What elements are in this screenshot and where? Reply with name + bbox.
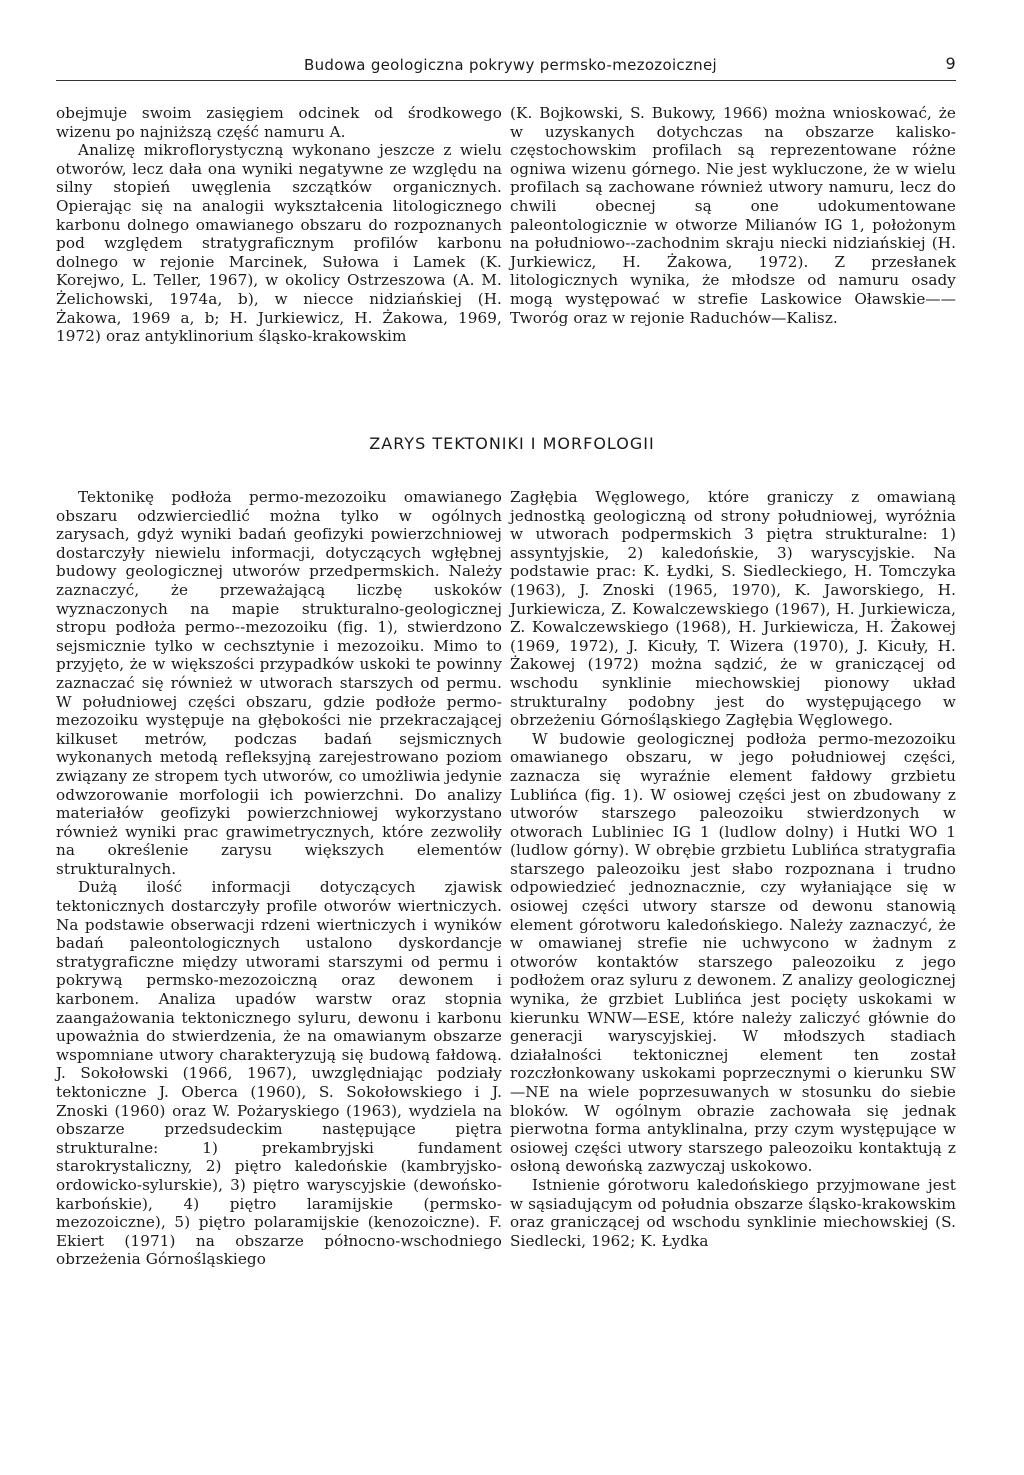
top-right-column [510,104,956,327]
page-number: 9 [945,54,956,73]
paragraph: (K. Bojkowski, S. Bukowy, 1966) można wnioskować, że w uzyskanych dotychczas na obszarze kalisko-częstochowskim profilach są reprezentowane różne ogniwa wizenu górnego. Nie jest wykluczone, że w wielu profilach są zachowane również utwory namuru, lecz do chwili obecnej są one udokumentowane paleontologicznie w otworze Milianów IG 1, położonym na południowo--zachodnim skraju niecki nidziańskiej (H. Jurkiewicz, H. Żakowa, 1972). Z przesłanek litologicznych wynika, że młodsze od namuru osady mogą występować w strefie Laskowice Oławskie——Tworóg oraz w rejonie Raduchów—Kalisz. [510,104,956,327]
running-header [56,54,956,81]
top-left-column [56,104,502,346]
paragraph: Analizę mikroflorystyczną wykonano jeszcze z wielu otworów, lecz dała ona wyniki negatywne ze względu na silny stopień uwęglenia szczątków organicznych. Opierając się na analogii wykształcenia litologicznego karbonu dolnego omawianego obszaru do rozpoznanych pod względem stratygraficznym profilów karbonu dolnego w rejonie Marcinek, Sułowa i Lamek (K. Korejwo, L. Teller, 1967), w okolicy Ostrzeszowa (A. M. Żelichowski, 1974a, b), w niecce nidziańskiej (H. Żakowa, 1969 a, b; H. Jurkiewicz, H. Żakowa, 1969, 1972) oraz antyklinorium śląsko-krakowskim [56,141,502,346]
paragraph: Istnienie górotworu kaledońskiego przyjmowane jest w sąsiadującym od południa obszarze śląsko-krakowskim oraz graniczącej od wschodu synklinie miechowskiej (S. Siedlecki, 1962; K. Łydka [510,1175,956,1250]
bottom-right-column [510,488,956,1250]
paragraph: Zagłębia Węglowego, które graniczy z omawianą jednostką geologiczną od strony południowej, wyróżnia w utworach podpermskich 3 piętra strukturalne: 1) assyntyjskie, 2) kaledońskie, 3) waryscyjskie. Na podstawie prac: K. Łydki, S. Siedleckiego, H. Tomczyka (1963), J. Znoski (1965, 1970), K. Jaworskiego, H. Jurkiewicza, Z. Kowalczewskiego (1967), H. Jurkiewicza, Z. Kowalczewskiego (1968), H. Jurkiewicza, H. Żakowej (1969, 1972), J. Kicuły, T. Wizera (1970), J. Kicuły, H. Żakowej (1972) można sądzić, że w graniczącej od wschodu synklinie miechowskiej pionowy układ strukturalny podobny jest do występującego w obrzeżeniu Górnośląskiego Zagłębia Węglowego. [510,488,956,730]
paragraph: W budowie geologicznej podłoża permo-mezozoiku omawianego obszaru, w jego południowej części, zaznacza się wyraźnie element fałdowy grzbietu Lublińca (fig. 1). W osiowej części jest on zbudowany z utworów starszego paleozoiku stwierdzonych w otworach Lubliniec IG 1 (ludlow dolny) i Hutki WO 1 (ludlow górny). W obrębie grzbietu Lublińca stratygrafia starszego paleozoiku jest słabo rozpoznana i trudno odpowiedzieć jednoznacznie, czy wyłaniające się w osiowej części utwory starsze od dewonu stanowią element górotworu kaledońskiego. Należy zaznaczyć, że w omawianej strefie nie uchwycono w żadnym z otworów kontaktów starszego paleozoiku z jego podłożem oraz syluru z dewonem. Z analizy geologicznej wynika, że grzbiet Lublińca jest pocięty uskokami w kierunku WNW—ESE, które należy zaliczyć głównie do generacji waryscyjskiej. W młodszych stadiach działalności tektonicznej element ten został rozczłonkowany uskokami poprzecznymi o kierunku SW—NE na wiele poprzesuwanych w stosunku do siebie bloków. W ogólnym obrazie zachowała się jednak pierwotna forma antyklinalna, przy czym występujące w osiowej części utwory starszego paleozoiku kontaktują z osłoną dewońską zazwyczaj uskokowo. [510,729,956,1176]
section-heading: ZARYS TEKTONIKI I MORFOLOGII [369,434,655,453]
bottom-left-column [56,488,502,1269]
paragraph: obejmuje swoim zasięgiem odcinek od środkowego wizenu po najniższą część namuru A. [56,104,502,141]
paragraph: Tektonikę podłoża permo-mezozoiku omawianego obszaru odzwierciedlić można tylko w ogólnych zarysach, gdyż wyniki badań geofizyki powierzchniowej dostarczyły niewielu informacji, dotyczących wgłębnej budowy geologicznej utworów przedpermskich. Należy zaznaczyć, że przeważającą liczbę uskoków wyznaczonych na mapie strukturalno-geologicznej stropu podłoża permo--mezozoiku (fig. 1), stwierdzono sejsmicznie tylko w cechsztynie i mezozoiku. Mimo to przyjęto, że w większości przypadków uskoki te powinny zaznaczać się również w utworach starszych od permu. W południowej części obszaru, gdzie podłoże permo-mezozoiku występuje na głębokości nie przekraczającej kilkuset metrów, podczas badań sejsmicznych wykonanych metodą refleksyjną zarejestrowano poziom związany ze stropem tych utworów, co umożliwia jedynie odwzorowanie morfologii ich powierzchni. Do analizy materiałów geofizyki powierzchniowej wykorzystano również wyniki prac grawimetrycznych, które zezwoliły na określenie zarysu większych elementów strukturalnych. [56,488,502,878]
paragraph: Dużą ilość informacji dotyczących zjawisk tektonicznych dostarczyły profile otworów wiertniczych. Na podstawie obserwacji rdzeni wiertniczych i wyników badań paleontologicznych ustalono dyskordancje stratygraficzne między utworami starszymi od permu i pokrywą permsko-mezozoiczną oraz dewonem i karbonem. Analiza upadów warstw oraz stopnia zaangażowania tektonicznego syluru, dewonu i karbonu upoważnia do stwierdzenia, że na omawianym obszarze wspomniane utwory charakteryzują się budową fałdową. J. Sokołowski (1966, 1967), uwzględniając podziały tektoniczne J. Oberca (1960), S. Sokołowskiego i J. Znoski (1960) oraz W. Pożaryskiego (1963), wydziela na obszarze przedsudeckim następujące piętra strukturalne: 1) prekambryjski fundament starokrystaliczny, 2) piętro kaledońskie (kambryjsko-ordowicko-sylurskie), 3) piętro waryscyjskie (dewońsko-karbońskie), 4) piętro laramijskie (permsko-mezozoiczne), 5) piętro polaramijskie (kenozoiczne). F. Ekiert (1971) na obszarze północno-wschodniego obrzeżenia Górnośląskiego [56,878,502,1269]
running-title: Budowa geologiczna pokrywy permsko-mezozoicznej [304,56,717,74]
